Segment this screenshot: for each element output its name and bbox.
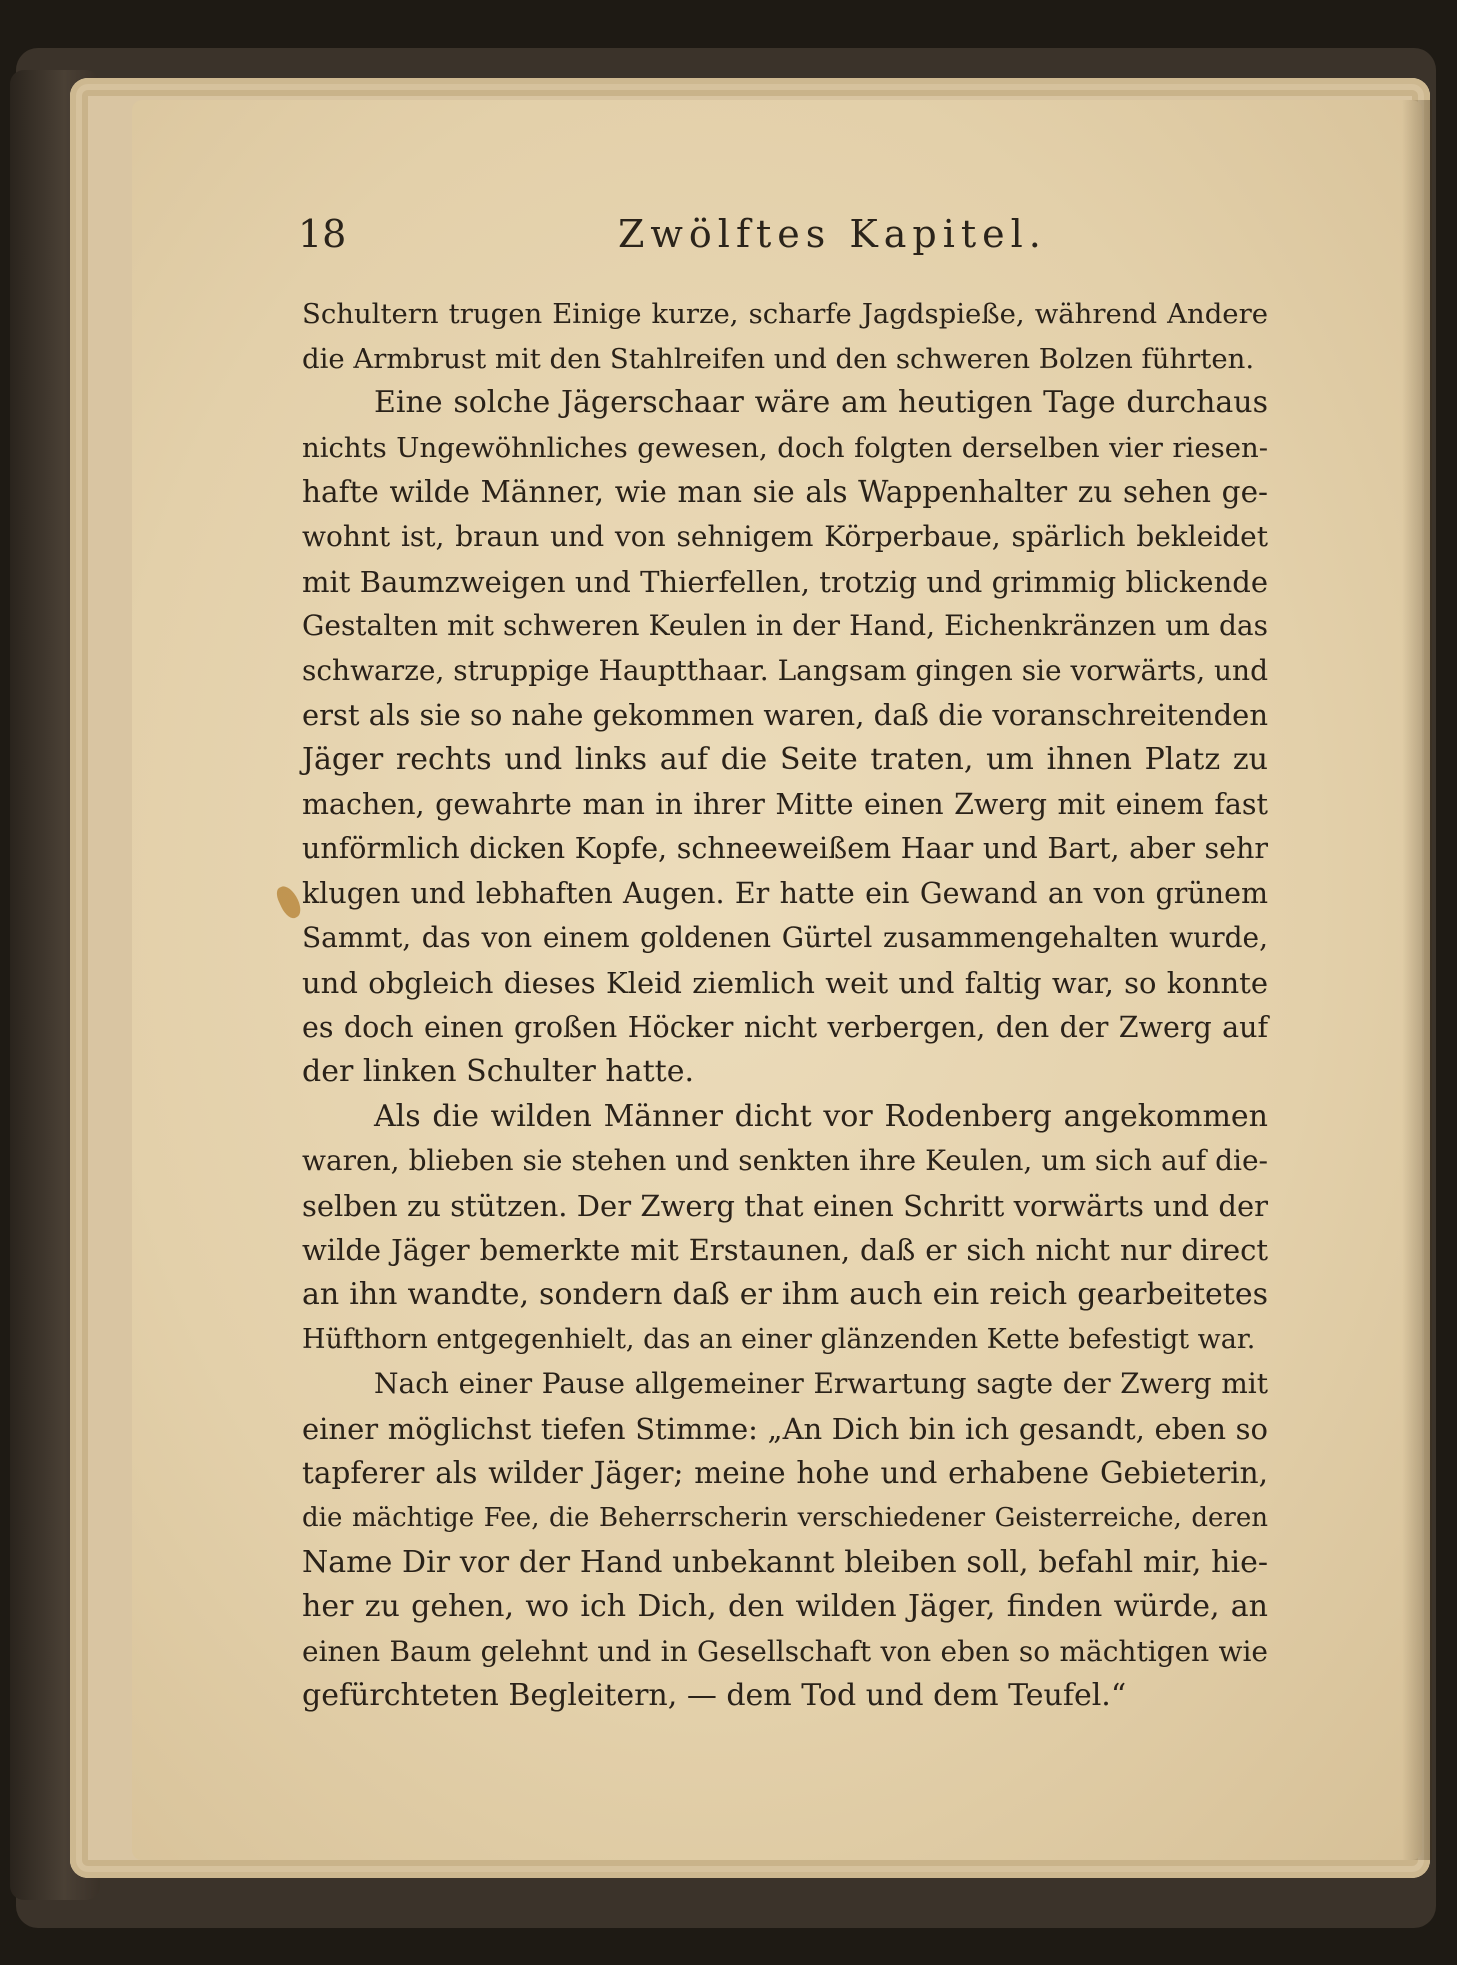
text-line: wohnt ist, braun und von sehnigem Körperbaue, spärlich bekleidet xyxy=(302,519,1268,553)
text-line: mit Baumzweigen und Thierfellen, trotzig und grimmig blickende xyxy=(302,564,1268,599)
text-line: einer möglichst tiefen Stimme: „An Dich bin ich gesandt, eben so xyxy=(302,1411,1268,1446)
text-line: Eine solche Jägerschaar wäre am heutigen Tage durchaus xyxy=(374,385,1268,421)
body-text xyxy=(302,292,1268,1719)
text-line: Jäger rechts und links auf die Seite traten, um ihnen Platz zu xyxy=(302,741,1268,777)
text-line: machen, gewahrte man in ihrer Mitte einen Zwerg mit einem fast xyxy=(302,787,1268,821)
page-shadow xyxy=(1402,100,1432,1860)
page-number: 18 xyxy=(298,212,347,256)
text-line: der linken Schulter hatte. xyxy=(302,1054,695,1090)
text-line: es doch einen großen Höcker nicht verbergen, den der Zwerg auf xyxy=(302,1010,1268,1044)
page-header xyxy=(298,212,1268,272)
text-line: Nach einer Pause allgemeiner Erwartung sagte der Zwerg mit xyxy=(374,1367,1268,1401)
text-line: die Armbrust mit den Stahlreifen und den schweren Bolzen führten. xyxy=(302,342,1255,375)
text-line: nichts Ungewöhnliches gewesen, doch folgten derselben vier riesen- xyxy=(302,431,1268,464)
text-line: Als die wilden Männer dicht vor Rodenberg angekommen xyxy=(374,1098,1268,1134)
text-line: tapferer als wilder Jäger; meine hohe und erhabene Gebieterin, xyxy=(302,1456,1268,1491)
text-line: Name Dir vor der Hand unbekannt bleiben soll, befahl mir, hie- xyxy=(302,1544,1268,1580)
text-line: Gestalten mit schweren Keulen in der Hand, Eichenkränzen um das xyxy=(302,609,1268,643)
text-line: schwarze, struppige Hauptthaar. Langsam gingen sie vorwärts, und xyxy=(302,653,1268,687)
text-line: gefürchteten Begleitern, — dem Tod und dem Teufel.“ xyxy=(302,1678,1127,1714)
text-line: einen Baum gelehnt und in Gesellschaft von eben so mächtigen wie xyxy=(302,1634,1268,1668)
text-line: waren, blieben sie stehen und senkten ihre Keulen, um sich auf die- xyxy=(302,1144,1268,1178)
running-title: Zwölftes Kapitel. xyxy=(618,212,1047,256)
text-line: selben zu stützen. Der Zwerg that einen Schritt vorwärts und der xyxy=(302,1188,1268,1223)
text-line: die mächtige Fee, die Beherrscherin verschiedener Geisterreiche, deren xyxy=(302,1503,1268,1534)
text-line: klugen und lebhaften Augen. Er hatte ein Gewand an von grünem xyxy=(302,876,1268,910)
text-line: Sammt, das von einem goldenen Gürtel zusammengehalten wurde, xyxy=(302,921,1268,955)
text-line: Schultern trugen Einige kurze, scharfe Jagdspieße, während Andere xyxy=(302,298,1268,330)
text-line: Hüfthorn entgegenhielt, das an einer glänzenden Kette befestigt war. xyxy=(302,1323,1256,1355)
text-line: erst als sie so nahe gekommen waren, daß die voranschreitenden xyxy=(302,698,1268,733)
text-line: her zu gehen, wo ich Dich, den wilden Jäger, finden würde, an xyxy=(302,1589,1268,1625)
text-line: unförmlich dicken Kopfe, schneeweißem Haar und Bart, aber sehr xyxy=(302,832,1268,866)
text-line: und obgleich dieses Kleid ziemlich weit und faltig war, so konnte xyxy=(302,965,1268,1000)
text-line: wilde Jäger bemerkte mit Erstaunen, daß er sich nicht nur direct xyxy=(302,1233,1268,1268)
text-line: an ihn wandte, sondern daß er ihm auch ein reich gearbeitetes xyxy=(302,1277,1268,1313)
text-line: hafte wilde Männer, wie man sie als Wappenhalter zu sehen ge- xyxy=(302,475,1268,510)
